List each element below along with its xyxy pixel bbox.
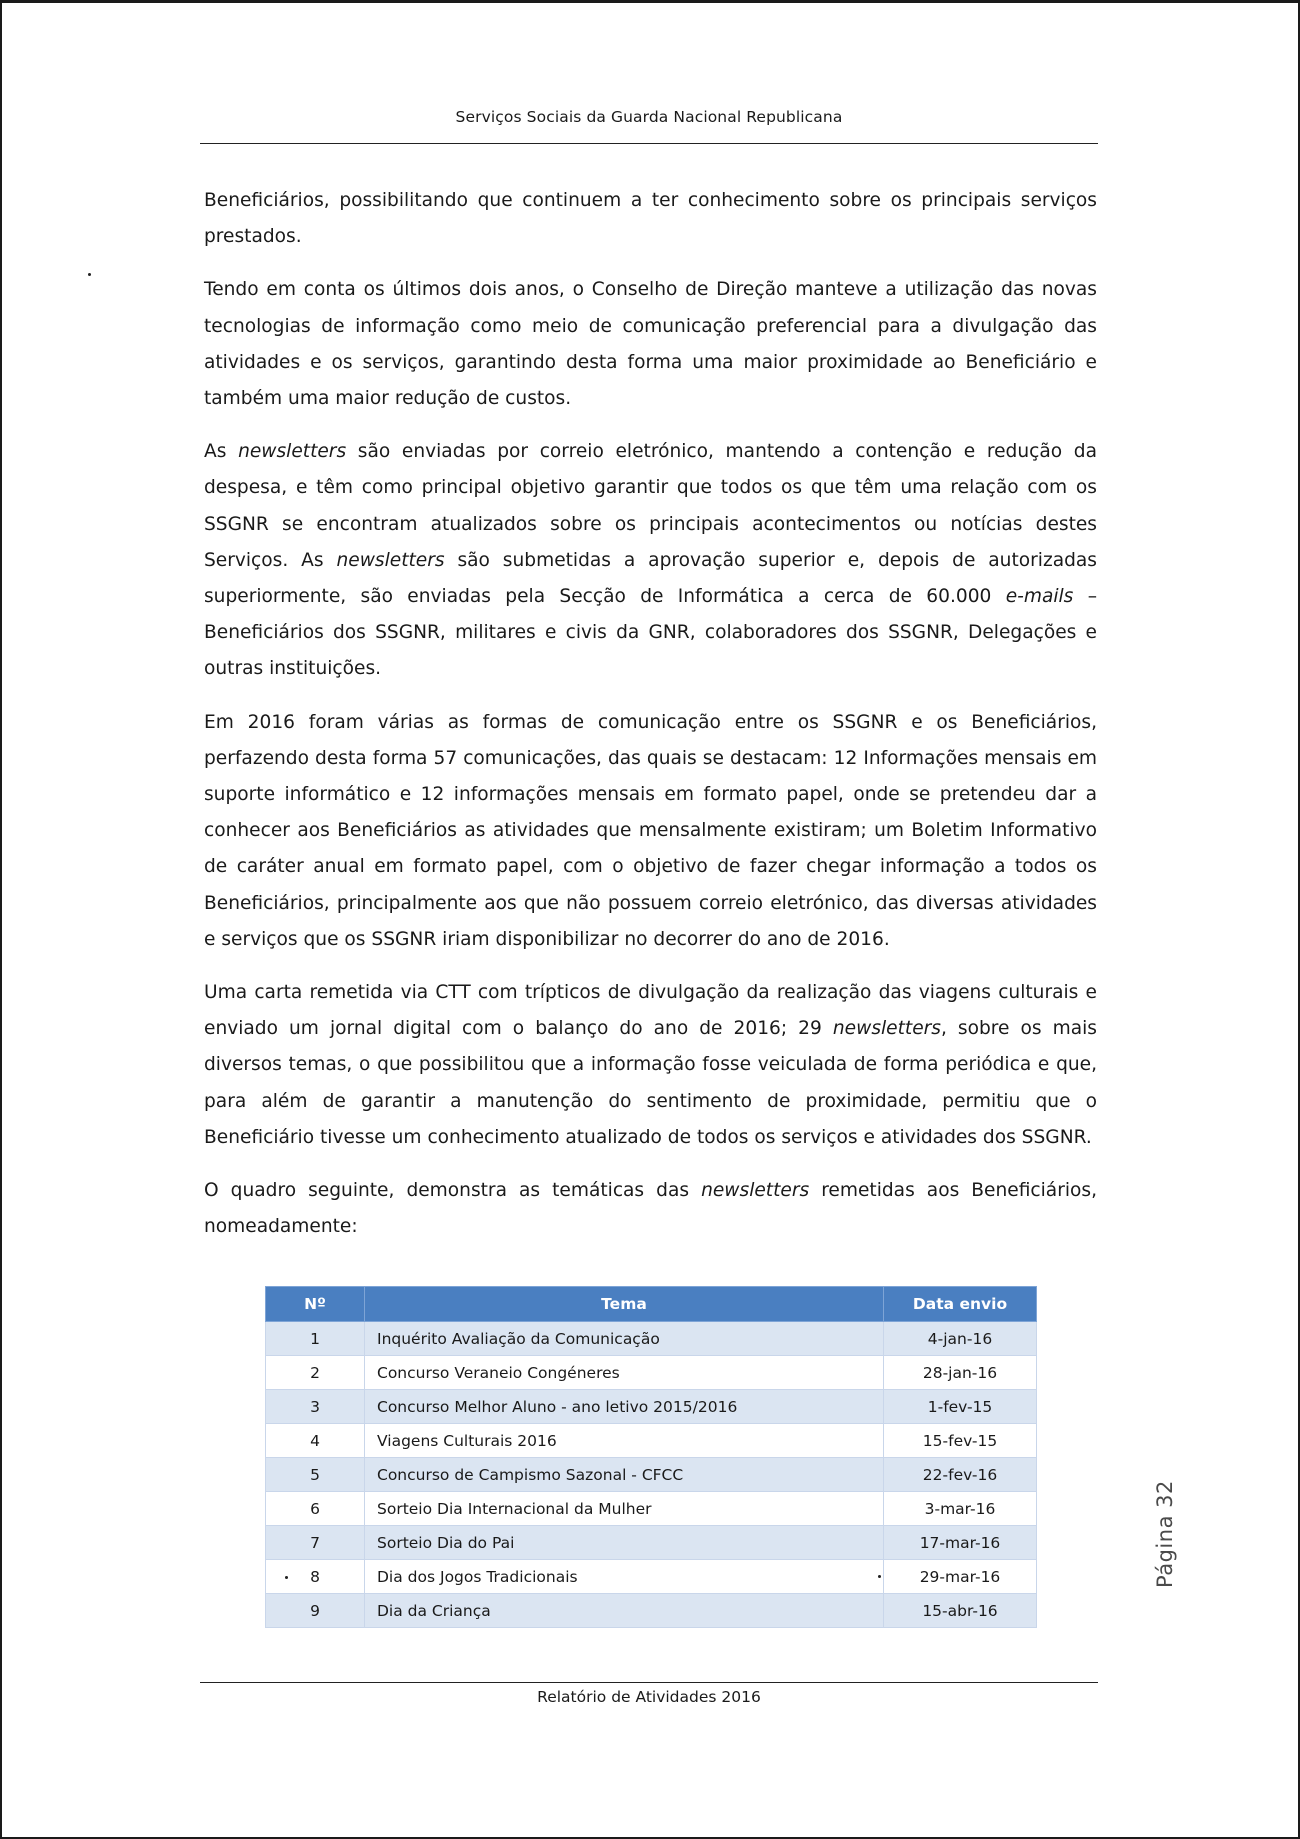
page-header: Serviços Sociais da Guarda Nacional Republicana	[455, 108, 843, 126]
page-footer: Relatório de Atividades 2016	[537, 1688, 761, 1706]
scan-speck	[88, 273, 91, 276]
row-tema: Dia dos Jogos Tradicionais	[365, 1560, 884, 1594]
row-num: 8	[266, 1560, 365, 1594]
row-data: 4-jan-16	[884, 1322, 1037, 1356]
row-tema: Inquérito Avaliação da Comunicação	[365, 1322, 884, 1356]
newsletters-term: newsletters	[336, 549, 445, 571]
scan-speck	[878, 1575, 881, 1578]
row-data: 15-abr-16	[884, 1594, 1037, 1628]
table-row	[266, 1458, 1037, 1492]
table-row	[266, 1560, 1037, 1594]
row-num: 7	[266, 1526, 365, 1560]
header-rule	[200, 143, 1098, 144]
table-row	[266, 1594, 1037, 1628]
table-row	[266, 1424, 1037, 1458]
row-num: 3	[266, 1390, 365, 1424]
paragraph-1: Beneficiários, possibilitando que continuem a ter conhecimento sobre os principais serviços prestados.	[204, 190, 1097, 248]
row-data: 15-fev-15	[884, 1424, 1037, 1458]
column-header-data: Data envio	[884, 1287, 1037, 1322]
row-data: 28-jan-16	[884, 1356, 1037, 1390]
row-data: 17-mar-16	[884, 1526, 1037, 1560]
row-data: 29-mar-16	[884, 1560, 1037, 1594]
row-tema: Sorteio Dia Internacional da Mulher	[365, 1492, 884, 1526]
table-row	[266, 1390, 1037, 1424]
body-text	[204, 183, 1097, 1262]
paragraph-3: As newsletters são enviadas por correio eletrónico, mantendo a contenção e redução da despesa, e têm como principal objetivo garantir que todos os que têm uma relação com os SSGNR se encontram atualizados sobre os principais acontecimentos ou notícias destes Serviços. As newsletters são submetidas a aprovação superior e, depois de autorizadas superiormente, são enviadas pela Secção de Informática a cerca de 60.000 e-mails – Beneficiários dos SSGNR, militares e civis da GNR, colaboradores dos SSGNR, Delegações e outras instituições.	[204, 441, 1097, 680]
row-num: 4	[266, 1424, 365, 1458]
newsletters-term: newsletters	[701, 1180, 810, 1202]
row-num: 9	[266, 1594, 365, 1628]
table-row	[266, 1492, 1037, 1526]
page-number: Página 32	[1153, 1480, 1177, 1588]
row-data: 22-fev-16	[884, 1458, 1037, 1492]
table-row	[266, 1356, 1037, 1390]
row-num: 5	[266, 1458, 365, 1492]
row-num: 2	[266, 1356, 365, 1390]
newsletters-term: newsletters	[238, 441, 347, 463]
scan-speck	[285, 1576, 288, 1579]
paragraph-5: Uma carta remetida via CTT com trípticos de divulgação da realização das viagens culturais e enviado um jornal digital com o balanço do ano de 2016; 29 newsletters, sobre os mais diversos temas, o que possibilitou que a informação fosse veiculada de forma periódica e que, para além de garantir a manutenção do sentimento de proximidade, permitiu que o Beneficiário tivesse um conhecimento atualizado de todos os serviços e atividades dos SSGNR.	[204, 982, 1097, 1148]
emails-term: e-mails	[1005, 586, 1074, 608]
row-tema: Dia da Criança	[365, 1594, 884, 1628]
paragraph-2: Tendo em conta os últimos dois anos, o Conselho de Direção manteve a utilização das novas tecnologias de informação como meio de comunicação preferencial para a divulgação das atividades e os serviços, garantindo desta forma uma maior proximidade ao Beneficiário e também uma maior redução de custos.	[204, 279, 1097, 410]
footer-rule	[200, 1682, 1098, 1683]
row-tema: Concurso de Campismo Sazonal - CFCC	[365, 1458, 884, 1492]
paragraph-6: O quadro seguinte, demonstra as temáticas das newsletters remetidas aos Beneficiários, nomeadamente:	[204, 1180, 1097, 1238]
row-tema: Concurso Melhor Aluno - ano letivo 2015/2016	[365, 1390, 884, 1424]
table-row	[266, 1526, 1037, 1560]
newsletters-table	[265, 1286, 1037, 1628]
paragraph-4: Em 2016 foram várias as formas de comunicação entre os SSGNR e os Beneficiários, perfazendo desta forma 57 comunicações, das quais se destacam: 12 Informações mensais em suporte informático e 12 informações mensais em formato papel, onde se pretendeu dar a conhecer aos Beneficiários as atividades que mensalmente existiram; um Boletim Informativo de caráter anual em formato papel, com o objetivo de fazer chegar informação a todos os Beneficiários, principalmente aos que não possuem correio eletrónico, das diversas atividades e serviços que os SSGNR iriam disponibilizar no decorrer do ano de 2016.	[204, 711, 1097, 950]
row-data: 3-mar-16	[884, 1492, 1037, 1526]
row-tema: Concurso Veraneio Congéneres	[365, 1356, 884, 1390]
row-tema: Viagens Culturais 2016	[365, 1424, 884, 1458]
table-row	[266, 1322, 1037, 1356]
row-num: 1	[266, 1322, 365, 1356]
column-header-num: Nº	[266, 1287, 365, 1322]
row-num: 6	[266, 1492, 365, 1526]
row-tema: Sorteio Dia do Pai	[365, 1526, 884, 1560]
column-header-tema: Tema	[365, 1287, 884, 1322]
newsletters-term: newsletters	[832, 1018, 941, 1040]
table-header-row	[266, 1287, 1037, 1322]
row-data: 1-fev-15	[884, 1390, 1037, 1424]
